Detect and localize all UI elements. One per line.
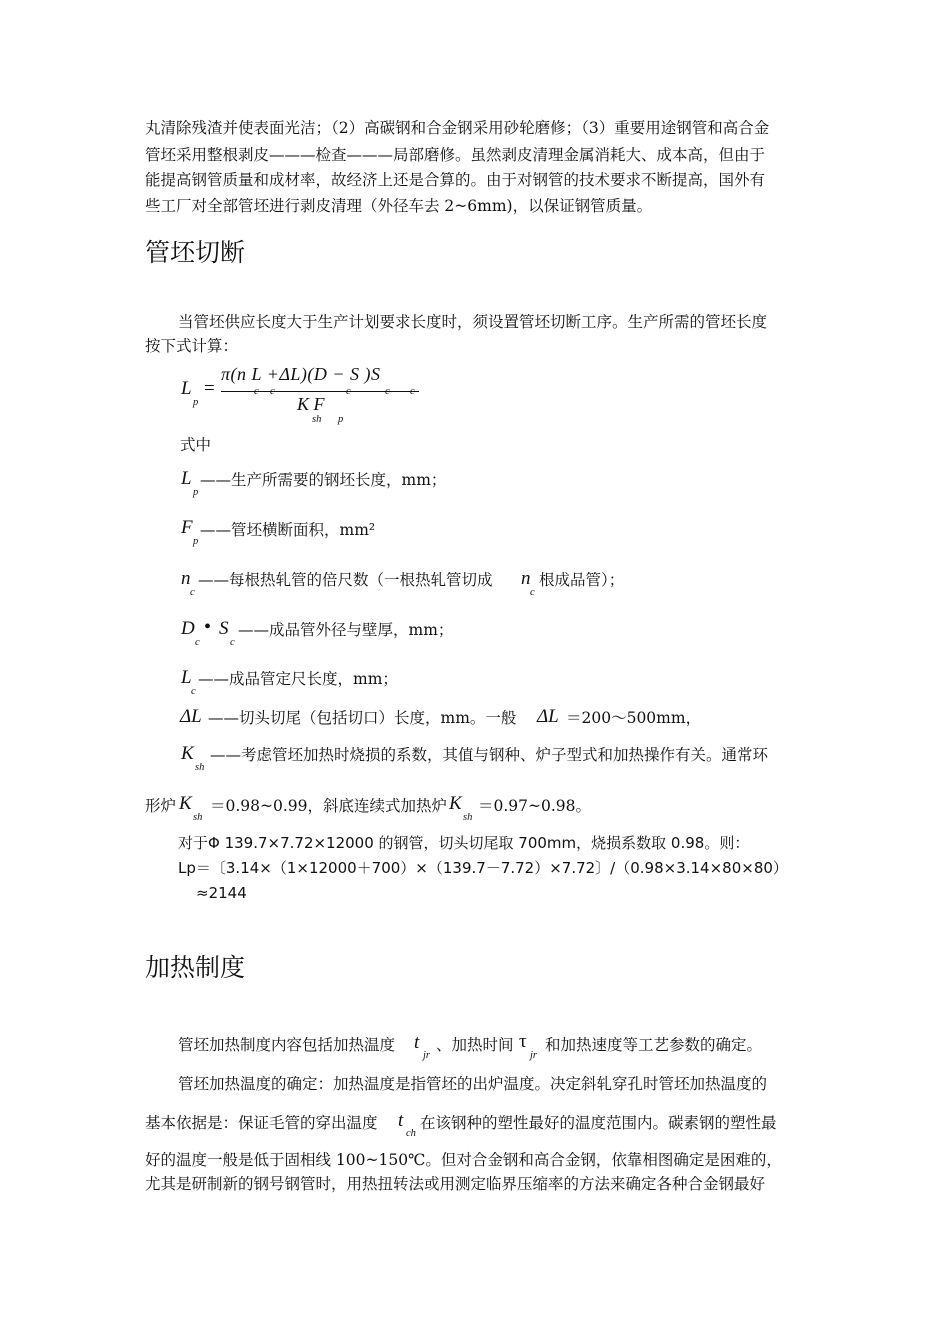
def-delta-l-text: ——切头切尾（包括切口）长度，mm。一般 xyxy=(208,709,517,727)
formula-num-sub-2: c xyxy=(270,386,275,397)
def-nc-subscript: c xyxy=(190,587,195,598)
def-nc-text: ——每根热轧管的倍尺数（一根热轧管切成 xyxy=(198,571,493,589)
section-heading-heating: 加热制度 xyxy=(145,953,246,982)
def-nc-subscript-inline: c xyxy=(530,587,535,598)
def-delta-l-symbol: ΔL xyxy=(180,706,202,727)
where-label: 式中 xyxy=(180,436,212,454)
heating-p2-symbol-t: t xyxy=(398,1110,404,1131)
def-nc-symbol-inline: n xyxy=(521,568,531,589)
heating-p2-line-3: 好的温度一般是低于固相线 100~150℃。但对合金钢和高合金钢，依靠相图确定是困难的， xyxy=(145,1151,782,1169)
def-fp-text: ——管坯横断面积，mm² xyxy=(200,521,376,539)
formula-denominator: K F xyxy=(297,394,325,414)
heating-p2-subscript-ch: ch xyxy=(406,1128,416,1139)
example-line-2: Lp＝〔3.14×（1×12000＋700）×（139.7－7.72）×7.72〕/（0.98×3.14×80×80） xyxy=(178,859,788,877)
def-ksh-subscript: sh xyxy=(195,762,205,773)
formula-equals: = xyxy=(204,378,215,399)
formula-lhs-subscript: p xyxy=(193,397,199,408)
ksh-line-subscript: sh xyxy=(193,812,203,823)
def-dot: • xyxy=(204,616,212,638)
def-lp-symbol: L xyxy=(181,468,192,489)
def-lp-subscript: p xyxy=(193,487,199,498)
def-lc-text: ——成品管定尺长度，mm； xyxy=(198,670,398,688)
intro-line-2: 管坯采用整根剥皮———检查———局部磨修。虽然剥皮清理金属消耗大、成本高，但由于 xyxy=(145,146,766,164)
heating-p1-symbol-tau: τ xyxy=(519,1031,527,1052)
def-nc-symbol: n xyxy=(181,568,191,589)
def-fp-subscript: p xyxy=(193,536,199,547)
formula-num-sub-3: c xyxy=(346,386,351,397)
def-lc-subscript: c xyxy=(191,686,196,697)
intro-line-1: 丸清除残渣并使表面光洁；（2）高碳钢和合金钢采用砂轮磨修；（3）重要用途钢管和高合金 xyxy=(145,119,770,137)
formula-num-sub-1: c xyxy=(254,386,259,397)
formula-numerator: π(n L +ΔL)(D − S )S xyxy=(221,364,381,384)
def-lc-symbol: L xyxy=(181,667,192,688)
ksh-line-mid: ＝0.98~0.99，斜底连续式加热炉 xyxy=(210,797,448,815)
example-line-3: ≈2144 xyxy=(196,884,247,902)
def-dc-subscript: c xyxy=(195,637,200,648)
formula-lhs-symbol: L xyxy=(181,378,192,399)
def-ksh-symbol: K xyxy=(181,743,194,764)
heating-p1-pre: 管坯加热制度内容包括加热温度 xyxy=(178,1036,396,1054)
ksh-line-symbol-2: K xyxy=(449,793,462,814)
def-delta-l-text-2: ＝200～500mm， xyxy=(566,709,702,727)
intro-line-4: 些工厂对全部管坯进行剥皮清理（外径车去 2~6mm)，以保证钢管质量。 xyxy=(145,197,653,215)
formula-den-sub-1: sh xyxy=(312,414,322,425)
formula-num-sub-5: c xyxy=(410,386,415,397)
ksh-line-pre: 形炉 xyxy=(145,797,177,815)
def-lp-text: ——生产所需要的钢坯长度，mm； xyxy=(200,471,447,489)
heating-p1-symbol-t: t xyxy=(414,1032,420,1053)
intro-line-3: 能提高钢管质量和成材率，故经济上还是合算的。由于对钢管的技术要求不断提高，国外有 xyxy=(145,171,766,189)
section1-para-line-2: 按下式计算： xyxy=(145,337,239,355)
heating-p1-post: 和加热速度等工艺参数的确定。 xyxy=(545,1036,763,1054)
heating-p1-mid: 、加热时间 xyxy=(436,1036,514,1054)
def-sc-subscript: c xyxy=(230,637,235,648)
def-fp-symbol: F xyxy=(181,517,193,538)
heating-p2-line-2-post: 在该钢种的塑性最好的温度范围内。碳素钢的塑性最 xyxy=(420,1114,777,1132)
formula-den-sub-2: p xyxy=(338,414,344,425)
def-ksh-text: ——考虑管坯加热时烧损的系数，其值与钢种、炉子型式和加热操作有关。通常环 xyxy=(210,746,769,764)
heating-p2-line-4: 尤其是研制新的钢号钢管时，用热扭转法或用测定临界压缩率的方法来确定各种合金钢最好 xyxy=(145,1175,766,1193)
ksh-line-post: ＝0.97~0.98。 xyxy=(478,797,592,815)
ksh-line-symbol: K xyxy=(179,793,192,814)
formula-num-sub-4: c xyxy=(385,386,390,397)
heating-p2-line-1: 管坯加热温度的确定：加热温度是指管坯的出炉温度。决定斜轧穿孔时管坯加热温度的 xyxy=(178,1075,768,1093)
def-dc-sc-text: ——成品管外径与壁厚，mm； xyxy=(238,621,454,639)
example-line-1: 对于Φ 139.7×7.72×12000 的钢管，切头切尾取 700mm，烧损系数取 0.98。则： xyxy=(178,834,750,852)
heating-p1-subscript-jr-2: jr xyxy=(530,1050,538,1061)
formula-fraction-bar xyxy=(221,391,419,392)
def-sc-symbol: S xyxy=(219,618,229,639)
section1-para-line-1: 当管坯供应长度大于生产计划要求长度时，须设置管坯切断工序。生产所需的管坯长度 xyxy=(178,313,768,331)
def-dc-symbol: D xyxy=(181,618,195,639)
def-nc-text-2: 根成品管）； xyxy=(539,571,625,589)
def-delta-l-symbol-inline: ΔL xyxy=(537,706,559,727)
ksh-line-subscript-2: sh xyxy=(463,812,473,823)
section-heading-cutting: 管坯切断 xyxy=(145,238,246,267)
heating-p2-line-2-pre: 基本依据是：保证毛管的穿出温度 xyxy=(145,1114,378,1132)
heating-p1-subscript-jr: jr xyxy=(423,1050,431,1061)
